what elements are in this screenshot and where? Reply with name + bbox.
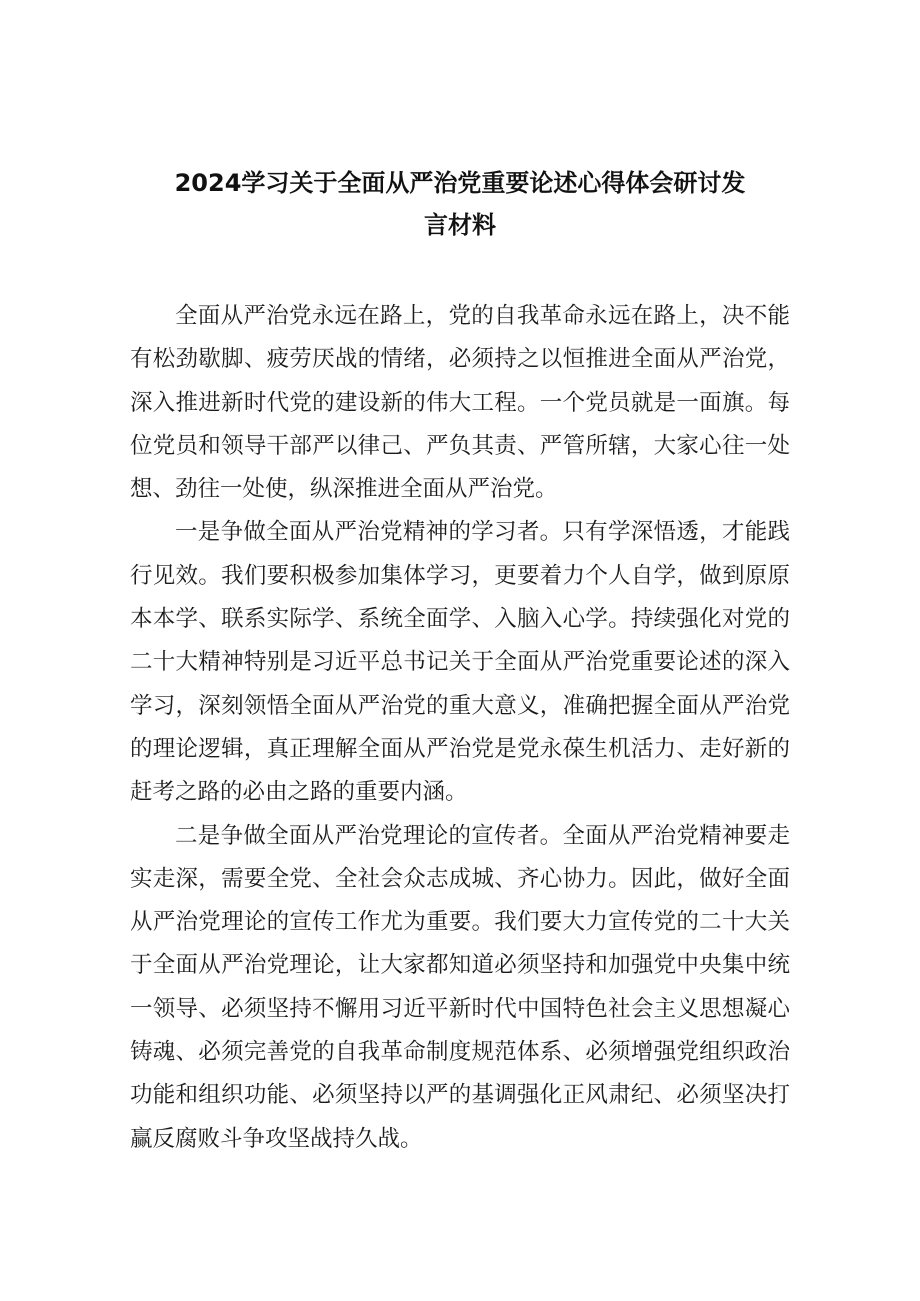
document-body — [130, 295, 790, 1161]
document-title-line-2: 言材料 — [424, 211, 496, 239]
paragraph-point-one: 一是争做全面从严治党精神的学习者。只有学深悟透，才能践行见效。我们要积极参加集体学习，更要着力个人自学，做到原原本本学、联系实际学、系统全面学、入脑入心学。持续强化对党的二十大精神特别是习近平总书记关于全面从严治党重要论述的深入学习，深刻领悟全面从严治党的重大意义，准确把握全面从严治党的理论逻辑，真正理解全面从严治党是党永葆生机活力、走好新的赶考之路的必由之路的重要内涵。 — [130, 519, 790, 806]
paragraph-intro: 全面从严治党永远在路上，党的自我革命永远在路上，决不能有松劲歇脚、疲劳厌战的情绪，必须持之以恒推进全面从严治党，深入推进新时代党的建设新的伟大工程。一个党员就是一面旗。每位党员和领导干部严以律己、严负其责、严管所辖，大家心往一处想、劲往一处使，纵深推进全面从严治党。 — [130, 303, 790, 503]
paragraph-point-two: 二是争做全面从严治党理论的宣传者。全面从严治党精神要走实走深，需要全党、全社会众志成城、齐心协力。因此，做好全面从严治党理论的宣传工作尤为重要。我们要大力宣传党的二十大关于全面从严治党理论，让大家都知道必须坚持和加强党中央集中统一领导、必须坚持不懈用习近平新时代中国特色社会主义思想凝心铸魂、必须完善党的自我革命制度规范体系、必须增强党组织政治功能和组织功能、必须坚持以严的基调强化正风肃纪、必须坚决打赢反腐败斗争攻坚战持久战。 — [130, 822, 790, 1152]
document-title-line-1: 2024学习关于全面从严治党重要论述心得体会研讨发 — [174, 169, 746, 197]
